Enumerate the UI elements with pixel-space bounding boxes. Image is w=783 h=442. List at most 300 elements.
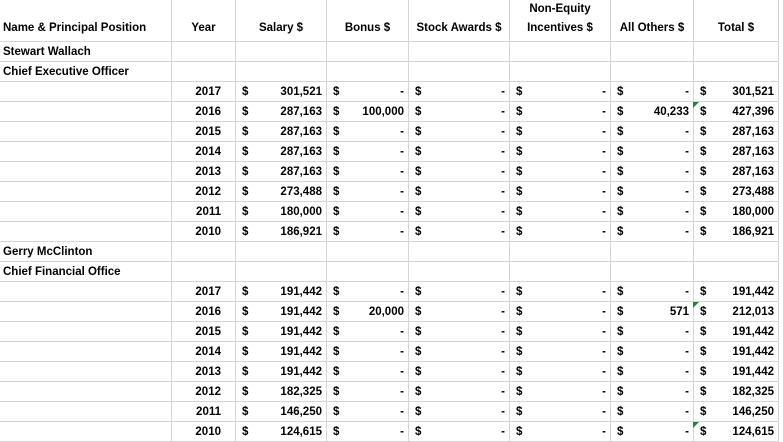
currency-symbol: $ [516, 85, 523, 98]
empty-cell[interactable] [327, 62, 409, 82]
total-cell[interactable] [694, 422, 779, 442]
currency-symbol: $ [617, 165, 624, 178]
currency-symbol: $ [415, 345, 422, 358]
currency-symbol: $ [333, 305, 340, 318]
nonequity-cell[interactable] [510, 182, 611, 202]
stock-value: - [501, 105, 505, 118]
currency-symbol: $ [333, 405, 340, 418]
stock-cell[interactable] [409, 322, 510, 342]
currency-symbol: $ [700, 425, 707, 438]
empty-cell[interactable] [172, 242, 236, 262]
others-cell[interactable] [611, 122, 694, 142]
empty-cell[interactable] [0, 202, 172, 222]
empty-cell[interactable] [510, 42, 611, 62]
salary-cell[interactable] [236, 302, 327, 322]
currency-symbol: $ [242, 125, 249, 138]
empty-cell[interactable] [236, 62, 327, 82]
currency-symbol: $ [617, 425, 624, 438]
bonus-value: - [400, 125, 404, 138]
empty-cell[interactable] [0, 142, 172, 162]
executive-name[interactable] [0, 242, 172, 262]
bonus-cell[interactable] [327, 422, 409, 442]
year-cell[interactable] [172, 362, 236, 382]
header-label: All Others $ [619, 22, 685, 34]
header-cell-others[interactable] [611, 0, 694, 42]
salary-value: 273,488 [280, 185, 322, 198]
others-cell[interactable] [611, 362, 694, 382]
empty-cell[interactable] [0, 122, 172, 142]
bonus-value: - [400, 165, 404, 178]
currency-symbol: $ [617, 305, 624, 318]
others-cell[interactable] [611, 202, 694, 222]
nonequity-cell[interactable] [510, 322, 611, 342]
year-cell[interactable] [172, 422, 236, 442]
salary-cell[interactable] [236, 102, 327, 122]
stock-cell[interactable] [409, 82, 510, 102]
currency-symbol: $ [415, 125, 422, 138]
year-cell[interactable] [172, 302, 236, 322]
currency-symbol: $ [516, 345, 523, 358]
executive-name[interactable] [0, 42, 172, 62]
currency-symbol: $ [333, 425, 340, 438]
year-value: 2014 [195, 145, 221, 158]
total-value: 287,163 [732, 125, 774, 138]
salary-cell[interactable] [236, 382, 327, 402]
empty-cell[interactable] [0, 342, 172, 362]
stock-cell[interactable] [409, 382, 510, 402]
stock-cell[interactable] [409, 182, 510, 202]
currency-symbol: $ [242, 165, 249, 178]
bonus-cell[interactable] [327, 362, 409, 382]
bonus-cell[interactable] [327, 162, 409, 182]
empty-cell[interactable] [611, 62, 694, 82]
salary-cell[interactable] [236, 342, 327, 362]
bonus-cell[interactable] [327, 182, 409, 202]
others-value: 571 [669, 305, 689, 318]
header-cell-name[interactable] [0, 0, 172, 42]
nonequity-cell[interactable] [510, 282, 611, 302]
stock-cell[interactable] [409, 342, 510, 362]
bonus-cell[interactable] [327, 382, 409, 402]
salary-cell[interactable] [236, 162, 327, 182]
currency-symbol: $ [333, 85, 340, 98]
currency-symbol: $ [617, 185, 624, 198]
nonequity-value: - [602, 285, 606, 298]
currency-symbol: $ [242, 105, 249, 118]
header-label: Name & Principal Position [3, 22, 147, 34]
total-value: 301,521 [732, 85, 774, 98]
currency-symbol: $ [333, 105, 340, 118]
nonequity-cell[interactable] [510, 382, 611, 402]
stock-value: - [501, 365, 505, 378]
stock-cell[interactable] [409, 362, 510, 382]
nonequity-value: - [602, 385, 606, 398]
total-value: 191,442 [732, 345, 774, 358]
empty-cell[interactable] [0, 402, 172, 422]
year-cell[interactable] [172, 102, 236, 122]
empty-cell[interactable] [694, 42, 779, 62]
nonequity-value: - [602, 405, 606, 418]
empty-cell[interactable] [409, 62, 510, 82]
year-cell[interactable] [172, 402, 236, 422]
comment-indicator-icon[interactable] [693, 422, 699, 428]
stock-cell[interactable] [409, 222, 510, 242]
header-cell-total[interactable] [694, 0, 779, 42]
total-value: 212,013 [732, 305, 774, 318]
empty-cell[interactable] [172, 42, 236, 62]
salary-cell[interactable] [236, 82, 327, 102]
header-label-line2: Incentives $ [527, 22, 593, 34]
salary-cell[interactable] [236, 422, 327, 442]
stock-cell[interactable] [409, 102, 510, 122]
bonus-cell[interactable] [327, 202, 409, 222]
year-value: 2015 [195, 325, 221, 338]
header-label-line1: Non-Equity [529, 3, 591, 15]
others-cell[interactable] [611, 382, 694, 402]
year-cell[interactable] [172, 222, 236, 242]
empty-cell[interactable] [236, 242, 327, 262]
salary-cell[interactable] [236, 202, 327, 222]
currency-symbol: $ [617, 385, 624, 398]
others-cell[interactable] [611, 402, 694, 422]
executive-position-text: Chief Financial Office [3, 265, 121, 278]
empty-cell[interactable] [694, 262, 779, 282]
bonus-cell[interactable] [327, 222, 409, 242]
nonequity-cell[interactable] [510, 122, 611, 142]
currency-symbol: $ [242, 305, 249, 318]
total-cell[interactable] [694, 342, 779, 362]
bonus-cell[interactable] [327, 282, 409, 302]
total-cell[interactable] [694, 142, 779, 162]
salary-value: 287,163 [280, 105, 322, 118]
stock-value: - [501, 225, 505, 238]
salary-value: 146,250 [280, 405, 322, 418]
nonequity-cell[interactable] [510, 342, 611, 362]
empty-cell[interactable] [510, 62, 611, 82]
stock-value: - [501, 345, 505, 358]
currency-symbol: $ [516, 425, 523, 438]
others-cell[interactable] [611, 142, 694, 162]
year-value: 2013 [195, 365, 221, 378]
total-value: 186,921 [732, 225, 774, 238]
bonus-value: - [400, 205, 404, 218]
nonequity-value: - [602, 125, 606, 138]
year-cell[interactable] [172, 82, 236, 102]
empty-cell[interactable] [0, 282, 172, 302]
year-value: 2011 [196, 205, 221, 218]
empty-cell[interactable] [172, 62, 236, 82]
year-cell[interactable] [172, 182, 236, 202]
salary-value: 191,442 [280, 285, 322, 298]
nonequity-cell[interactable] [510, 402, 611, 422]
empty-cell[interactable] [327, 242, 409, 262]
stock-cell[interactable] [409, 302, 510, 322]
nonequity-cell[interactable] [510, 362, 611, 382]
salary-cell[interactable] [236, 282, 327, 302]
salary-cell[interactable] [236, 362, 327, 382]
currency-symbol: $ [242, 345, 249, 358]
salary-cell[interactable] [236, 122, 327, 142]
stock-value: - [501, 405, 505, 418]
salary-cell[interactable] [236, 182, 327, 202]
others-value: - [685, 405, 689, 418]
currency-symbol: $ [700, 225, 707, 238]
stock-cell[interactable] [409, 402, 510, 422]
others-value: - [685, 205, 689, 218]
currency-symbol: $ [415, 145, 422, 158]
currency-symbol: $ [333, 165, 340, 178]
bonus-value: - [400, 85, 404, 98]
empty-cell[interactable] [0, 182, 172, 202]
currency-symbol: $ [415, 165, 422, 178]
bonus-cell[interactable] [327, 102, 409, 122]
others-value: - [685, 85, 689, 98]
nonequity-cell[interactable] [510, 162, 611, 182]
bonus-cell[interactable] [327, 342, 409, 362]
salary-cell[interactable] [236, 402, 327, 422]
nonequity-cell[interactable] [510, 222, 611, 242]
others-cell[interactable] [611, 102, 694, 122]
total-value: 273,488 [732, 185, 774, 198]
total-cell[interactable] [694, 382, 779, 402]
bonus-cell[interactable] [327, 142, 409, 162]
empty-cell[interactable] [172, 262, 236, 282]
empty-cell[interactable] [0, 362, 172, 382]
empty-cell[interactable] [409, 262, 510, 282]
empty-cell[interactable] [694, 62, 779, 82]
salary-cell[interactable] [236, 322, 327, 342]
empty-cell[interactable] [0, 302, 172, 322]
year-cell[interactable] [172, 122, 236, 142]
empty-cell[interactable] [236, 262, 327, 282]
bonus-value: - [400, 385, 404, 398]
salary-value: 124,615 [280, 425, 322, 438]
bonus-cell[interactable] [327, 82, 409, 102]
currency-symbol: $ [333, 185, 340, 198]
others-cell[interactable] [611, 322, 694, 342]
total-cell[interactable] [694, 322, 779, 342]
stock-cell[interactable] [409, 122, 510, 142]
salary-cell[interactable] [236, 142, 327, 162]
empty-cell[interactable] [409, 42, 510, 62]
total-value: 191,442 [732, 325, 774, 338]
currency-symbol: $ [333, 325, 340, 338]
executive-position[interactable] [0, 262, 172, 282]
year-cell[interactable] [172, 382, 236, 402]
others-value: - [685, 325, 689, 338]
total-value: 427,396 [732, 105, 774, 118]
total-value: 191,442 [732, 365, 774, 378]
stock-cell[interactable] [409, 202, 510, 222]
currency-symbol: $ [415, 205, 422, 218]
salary-value: 182,325 [280, 385, 322, 398]
others-value: - [685, 345, 689, 358]
others-cell[interactable] [611, 342, 694, 362]
nonequity-cell[interactable] [510, 302, 611, 322]
year-cell[interactable] [172, 322, 236, 342]
currency-symbol: $ [617, 345, 624, 358]
year-cell[interactable] [172, 162, 236, 182]
currency-symbol: $ [516, 405, 523, 418]
empty-cell[interactable] [0, 162, 172, 182]
empty-cell[interactable] [0, 382, 172, 402]
bonus-value: 100,000 [362, 105, 404, 118]
total-value: 124,615 [732, 425, 774, 438]
total-value: 191,442 [732, 285, 774, 298]
empty-cell[interactable] [327, 262, 409, 282]
nonequity-value: - [602, 105, 606, 118]
total-cell[interactable] [694, 222, 779, 242]
salary-cell[interactable] [236, 222, 327, 242]
bonus-value: - [400, 405, 404, 418]
nonequity-cell[interactable] [510, 102, 611, 122]
currency-symbol: $ [333, 345, 340, 358]
year-value: 2015 [195, 125, 221, 138]
bonus-cell[interactable] [327, 122, 409, 142]
empty-cell[interactable] [409, 242, 510, 262]
nonequity-value: - [602, 85, 606, 98]
empty-cell[interactable] [611, 242, 694, 262]
currency-symbol: $ [700, 405, 707, 418]
empty-cell[interactable] [510, 242, 611, 262]
bonus-cell[interactable] [327, 302, 409, 322]
currency-symbol: $ [700, 185, 707, 198]
total-cell[interactable] [694, 362, 779, 382]
bonus-cell[interactable] [327, 402, 409, 422]
empty-cell[interactable] [611, 262, 694, 282]
bonus-value: - [400, 225, 404, 238]
nonequity-value: - [602, 345, 606, 358]
others-value: - [685, 225, 689, 238]
others-cell[interactable] [611, 422, 694, 442]
others-value: - [685, 145, 689, 158]
executive-name-text: Stewart Wallach [3, 45, 91, 58]
salary-value: 191,442 [280, 325, 322, 338]
others-value: 40,233 [653, 105, 689, 118]
stock-cell[interactable] [409, 142, 510, 162]
nonequity-cell[interactable] [510, 82, 611, 102]
currency-symbol: $ [415, 85, 422, 98]
others-cell[interactable] [611, 182, 694, 202]
total-value: 180,000 [732, 205, 774, 218]
header-cell-nonequity[interactable] [510, 0, 611, 42]
currency-symbol: $ [242, 365, 249, 378]
header-cell-bonus[interactable] [327, 0, 409, 42]
currency-symbol: $ [242, 385, 249, 398]
others-cell[interactable] [611, 82, 694, 102]
others-cell[interactable] [611, 222, 694, 242]
currency-symbol: $ [617, 105, 624, 118]
total-cell[interactable] [694, 302, 779, 322]
empty-cell[interactable] [236, 42, 327, 62]
empty-cell[interactable] [611, 42, 694, 62]
total-cell[interactable] [694, 102, 779, 122]
empty-cell[interactable] [0, 222, 172, 242]
currency-symbol: $ [333, 285, 340, 298]
currency-symbol: $ [516, 305, 523, 318]
header-cell-salary[interactable] [236, 0, 327, 42]
nonequity-value: - [602, 145, 606, 158]
currency-symbol: $ [516, 105, 523, 118]
currency-symbol: $ [700, 205, 707, 218]
header-cell-stock[interactable] [409, 0, 510, 42]
stock-cell[interactable] [409, 162, 510, 182]
currency-symbol: $ [242, 405, 249, 418]
year-value: 2017 [195, 85, 221, 98]
bonus-value: - [400, 365, 404, 378]
salary-value: 301,521 [280, 85, 322, 98]
stock-cell[interactable] [409, 282, 510, 302]
executive-position-text: Chief Executive Officer [3, 65, 129, 78]
salary-value: 287,163 [280, 125, 322, 138]
comment-indicator-icon[interactable] [693, 102, 699, 108]
empty-cell[interactable] [0, 322, 172, 342]
total-cell[interactable] [694, 402, 779, 422]
total-cell[interactable] [694, 182, 779, 202]
year-cell[interactable] [172, 202, 236, 222]
comment-indicator-icon[interactable] [693, 302, 699, 308]
empty-cell[interactable] [0, 102, 172, 122]
others-cell[interactable] [611, 302, 694, 322]
total-cell[interactable] [694, 82, 779, 102]
empty-cell[interactable] [510, 262, 611, 282]
stock-cell[interactable] [409, 422, 510, 442]
currency-symbol: $ [516, 145, 523, 158]
header-cell-year[interactable] [172, 0, 236, 42]
currency-symbol: $ [242, 325, 249, 338]
currency-symbol: $ [516, 325, 523, 338]
currency-symbol: $ [700, 125, 707, 138]
total-cell[interactable] [694, 202, 779, 222]
year-value: 2014 [195, 345, 221, 358]
currency-symbol: $ [700, 285, 707, 298]
total-value: 287,163 [732, 165, 774, 178]
executive-name-text: Gerry McClinton [3, 245, 93, 258]
bonus-cell[interactable] [327, 322, 409, 342]
empty-cell[interactable] [0, 82, 172, 102]
header-label: Total $ [717, 22, 755, 34]
total-cell[interactable] [694, 162, 779, 182]
currency-symbol: $ [242, 205, 249, 218]
others-cell[interactable] [611, 162, 694, 182]
executive-position[interactable] [0, 62, 172, 82]
header-label: Salary $ [258, 22, 304, 34]
currency-symbol: $ [415, 185, 422, 198]
others-cell[interactable] [611, 282, 694, 302]
others-value: - [685, 285, 689, 298]
empty-cell[interactable] [694, 242, 779, 262]
currency-symbol: $ [617, 405, 624, 418]
year-value: 2016 [195, 305, 221, 318]
year-cell[interactable] [172, 142, 236, 162]
empty-cell[interactable] [0, 422, 172, 442]
year-cell[interactable] [172, 342, 236, 362]
nonequity-cell[interactable] [510, 142, 611, 162]
currency-symbol: $ [516, 125, 523, 138]
year-cell[interactable] [172, 282, 236, 302]
currency-symbol: $ [242, 185, 249, 198]
total-cell[interactable] [694, 282, 779, 302]
empty-cell[interactable] [327, 42, 409, 62]
header-label: Year [191, 22, 216, 34]
nonequity-value: - [602, 225, 606, 238]
nonequity-cell[interactable] [510, 422, 611, 442]
currency-symbol: $ [700, 325, 707, 338]
currency-symbol: $ [415, 305, 422, 318]
nonequity-cell[interactable] [510, 202, 611, 222]
total-cell[interactable] [694, 122, 779, 142]
currency-symbol: $ [516, 225, 523, 238]
